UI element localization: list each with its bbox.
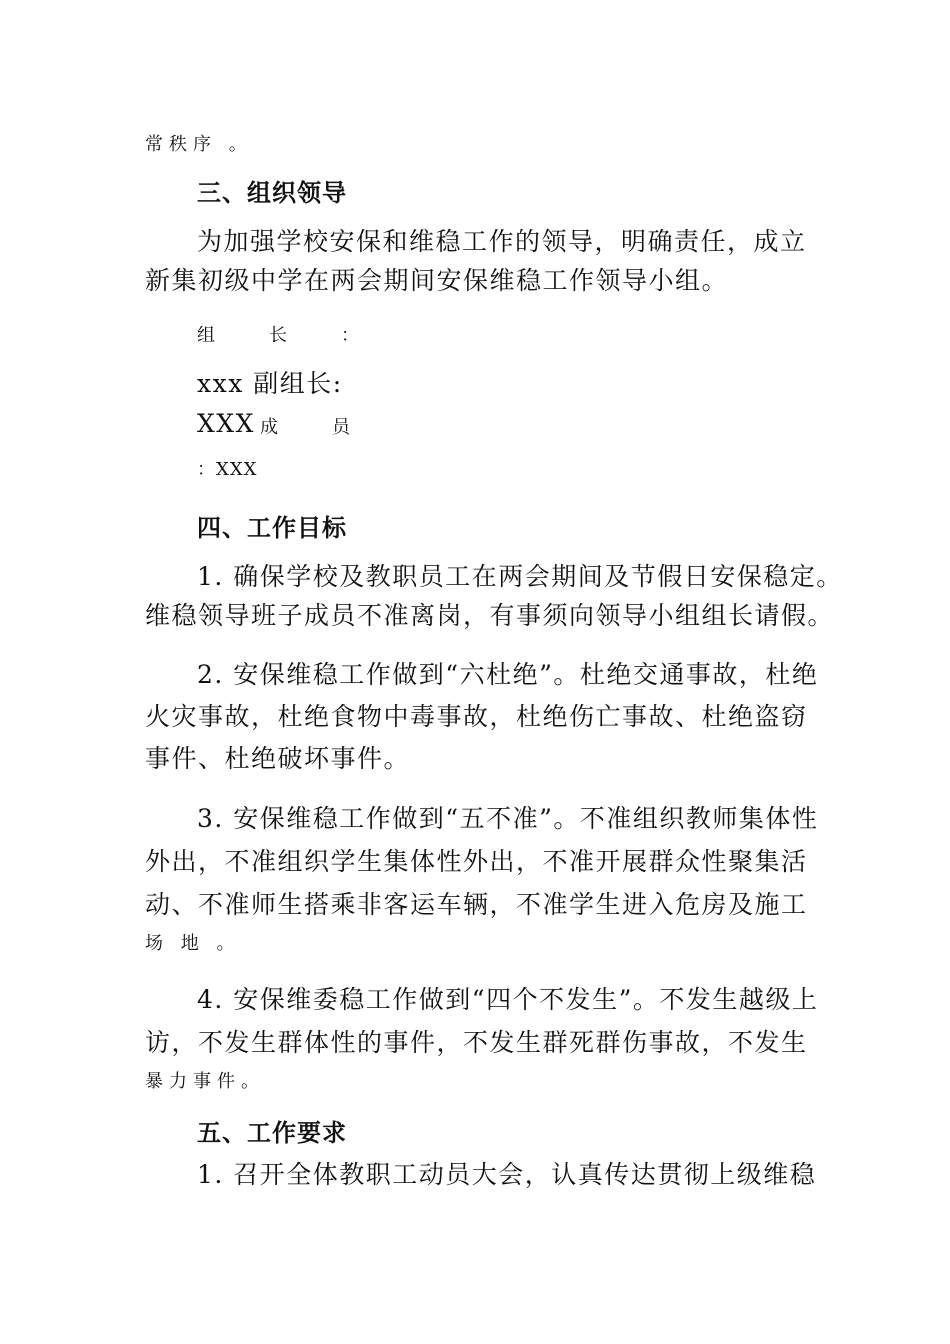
paragraph-line: 外出，不准组织学生集体性外出，不准开展群众性聚集活 <box>145 847 808 876</box>
paragraph-line: 维稳领导班子成员不准离岗，有事须向领导小组组长请假。 <box>145 601 835 630</box>
group-leader-label: 组 长 ： <box>197 325 365 346</box>
paragraph-line: 1. 召开全体教职工动员大会，认真传达贯彻上级维稳 <box>197 1160 817 1189</box>
paragraph-line: 为加强学校安保和维稳工作的领导，明确责任，成立 <box>197 227 807 256</box>
paragraph-line: 场 地 。 <box>145 933 241 954</box>
paragraph-line: 2. 安保维稳工作做到“六杜绝”。杜绝交通事故，杜绝 <box>197 660 819 689</box>
paragraph-line: 事件、杜绝破坏事件。 <box>145 744 411 773</box>
member-value: ：XXX <box>197 459 258 480</box>
paragraph-line: 4. 安保维委稳工作做到“四个不发生”。不发生越级上 <box>197 985 819 1014</box>
section-heading-3: 三、组织领导 <box>197 179 347 207</box>
paragraph-line: 3. 安保维稳工作做到“五不准”。不准组织教师集体性 <box>197 804 819 833</box>
member-label: 成 员 <box>260 417 356 438</box>
paragraph-line: 1. 确保学校及教职员工在两会期间及节假日安保稳定。 <box>197 562 843 591</box>
paragraph-line: 暴力事件。 <box>145 1071 265 1092</box>
paragraph-line: 访，不发生群体性的事件，不发生群死群伤事故，不发生 <box>145 1028 808 1057</box>
section-heading-4: 四、工作目标 <box>197 514 347 542</box>
deputy-leader-line: xxx 副组长: <box>197 369 343 398</box>
section-heading-5: 五、工作要求 <box>197 1119 347 1147</box>
member-name: XXX <box>197 409 255 438</box>
paragraph-line: 火灾事故，杜绝食物中毒事故，杜绝伤亡事故、杜绝盗窃 <box>145 702 808 731</box>
paragraph-line: 动、不准师生搭乘非客运车辆，不准学生进入危房及施工 <box>145 890 808 919</box>
text-line: 常秩序 。 <box>145 134 253 155</box>
paragraph-line: 新集初级中学在两会期间安保维稳工作领导小组。 <box>145 266 729 295</box>
